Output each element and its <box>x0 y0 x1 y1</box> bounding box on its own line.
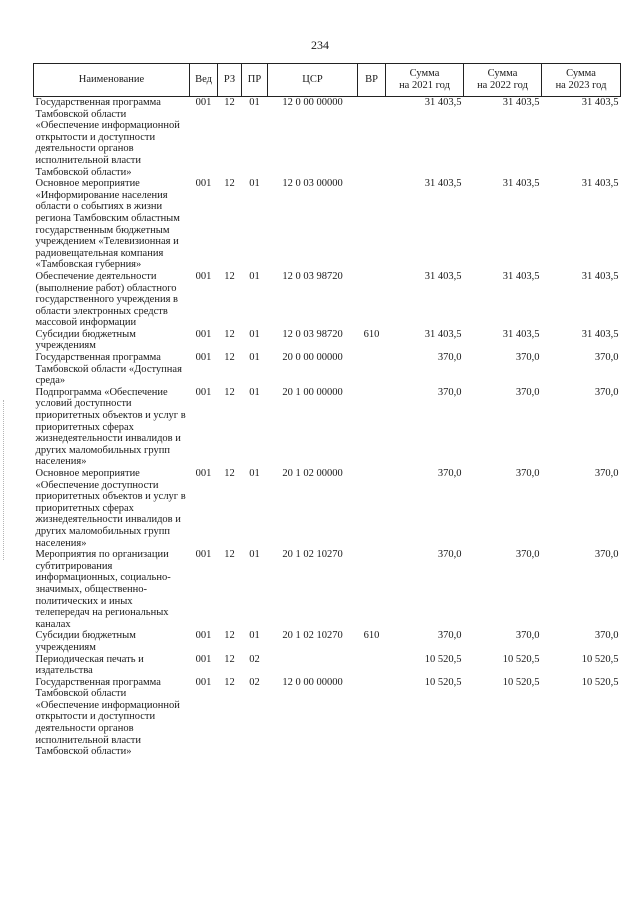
row-sum-2022: 10 520,5 <box>502 653 540 665</box>
row-csr <box>268 654 358 677</box>
row-rz: 12 <box>224 97 235 108</box>
row-rz: 12 <box>224 328 235 340</box>
row-sum-2021: 370,0 <box>437 352 462 364</box>
row-csr: 12 0 03 00000 <box>282 178 343 190</box>
header-sum-2023-line2: на 2023 год <box>555 80 607 91</box>
row-sum-2021: 370,0 <box>437 468 462 479</box>
row-pr: 01 <box>249 352 260 364</box>
table-row <box>34 630 621 653</box>
row-ved: 001 <box>195 549 212 561</box>
row-csr: 20 1 02 00000 <box>282 468 343 479</box>
table-row <box>34 468 621 549</box>
row-rz: 12 <box>224 270 235 282</box>
table-row <box>34 654 621 677</box>
row-vr <box>358 387 386 468</box>
row-vr <box>358 271 386 329</box>
row-rz: 12 <box>224 630 235 642</box>
row-rz: 12 <box>224 386 235 398</box>
row-vr <box>358 468 386 549</box>
row-sum-2023: 370,0 <box>594 549 619 561</box>
row-sum-2022: 370,0 <box>515 549 540 561</box>
row-pr: 01 <box>249 97 260 108</box>
table-row <box>34 271 621 329</box>
header-sum-2021-line1: Сумма <box>409 68 440 79</box>
row-pr: 01 <box>249 328 260 340</box>
row-rz: 12 <box>224 352 235 364</box>
row-rz: 12 <box>224 549 235 561</box>
row-ved: 001 <box>195 270 212 282</box>
row-ved: 001 <box>195 386 212 398</box>
row-pr: 01 <box>249 270 260 282</box>
row-ved: 001 <box>195 352 212 364</box>
row-sum-2021: 10 520,5 <box>424 653 462 665</box>
header-sum-2023 <box>542 64 621 97</box>
row-sum-2021: 31 403,5 <box>424 97 462 108</box>
row-pr: 02 <box>249 653 260 665</box>
table-row <box>34 677 621 758</box>
row-vr: 610 <box>363 630 380 642</box>
row-vr <box>358 677 386 758</box>
row-name: Подпрограмма «Обеспечение условий доступности приоритетных объектов и услуг в приоритетных сферах жизнедеятельности инвалидов и других маломобильных групп населения» <box>35 386 186 468</box>
row-name: Мероприятия по организации субтитрирования информационных, социально-значимых, общественно-политических и иных телепередач на региональных каналах <box>35 549 171 630</box>
binding-margin-mark <box>3 400 7 560</box>
row-sum-2022: 31 403,5 <box>502 270 540 282</box>
row-sum-2021: 31 403,5 <box>424 270 462 282</box>
header-name: Наименование <box>34 64 190 97</box>
row-sum-2022: 31 403,5 <box>502 178 540 190</box>
row-sum-2023: 10 520,5 <box>581 676 619 688</box>
header-sum-2021 <box>386 64 464 97</box>
row-rz: 12 <box>224 676 235 688</box>
table-row <box>34 387 621 468</box>
row-sum-2023: 370,0 <box>594 352 619 364</box>
row-vr <box>358 549 386 630</box>
row-sum-2021: 370,0 <box>437 630 462 642</box>
row-vr <box>358 352 386 387</box>
row-name: Основное мероприятие «Обеспечение доступности приоритетных объектов и услуг в приоритетных сферах жизнедеятельности инвалидов и других маломобильных групп населения» <box>35 468 186 549</box>
row-name: Субсидии бюджетным учреждениям <box>35 328 136 352</box>
row-name: Государственная программа Тамбовской области «Обеспечение информационной открытости и доступности деятельности органов исполнительной власти Тамбовской области» <box>35 676 180 758</box>
row-pr: 01 <box>249 386 260 398</box>
row-ved: 001 <box>195 676 212 688</box>
row-sum-2023: 31 403,5 <box>581 328 619 340</box>
page-number: 234 <box>311 38 329 52</box>
row-sum-2022: 370,0 <box>515 386 540 398</box>
header-sum-2022 <box>464 64 542 97</box>
header-csr: ЦСР <box>268 64 358 97</box>
row-sum-2023: 31 403,5 <box>581 97 619 108</box>
header-rz: РЗ <box>218 64 242 97</box>
row-vr: 610 <box>363 328 380 340</box>
row-csr: 20 1 00 00000 <box>282 386 343 398</box>
header-sum-2023-line1: Сумма <box>566 68 596 79</box>
table-row <box>34 97 621 179</box>
row-pr: 01 <box>249 630 260 642</box>
table-row <box>34 178 621 271</box>
row-sum-2023: 370,0 <box>594 630 619 642</box>
row-name: Государственная программа Тамбовской области «Обеспечение информационной открытости и доступности деятельности органов исполнительной власти Тамбовской области» <box>35 97 180 178</box>
row-sum-2021: 370,0 <box>437 386 462 398</box>
row-rz: 12 <box>224 468 235 479</box>
row-rz: 12 <box>224 653 235 665</box>
row-sum-2021: 370,0 <box>437 549 462 561</box>
row-sum-2023: 10 520,5 <box>581 653 619 665</box>
row-sum-2022: 31 403,5 <box>502 97 540 108</box>
row-name: Обеспечение деятельности (выполнение работ) областного государственного учреждения в области электронных средств массовой информации <box>35 270 178 329</box>
row-ved: 001 <box>195 468 212 479</box>
row-rz: 12 <box>224 178 235 190</box>
budget-table <box>33 63 621 758</box>
row-pr: 01 <box>249 468 260 479</box>
row-csr: 12 0 00 00000 <box>282 97 343 108</box>
row-sum-2021: 31 403,5 <box>424 178 462 190</box>
row-sum-2022: 370,0 <box>515 352 540 364</box>
row-sum-2022: 370,0 <box>515 468 540 479</box>
row-vr <box>358 97 386 179</box>
row-ved: 001 <box>195 97 212 108</box>
row-csr: 20 1 02 10270 <box>282 549 343 561</box>
header-ved: Вед <box>190 64 218 97</box>
header-sum-2021-line2: на 2021 год <box>399 80 450 91</box>
row-csr: 12 0 03 98720 <box>282 328 343 340</box>
header-sum-2022-line2: на 2022 год <box>477 80 528 91</box>
row-name: Государственная программа Тамбовской области «Доступная среда» <box>35 352 182 387</box>
row-sum-2023: 370,0 <box>594 386 619 398</box>
row-sum-2021: 31 403,5 <box>424 328 462 340</box>
row-sum-2023: 31 403,5 <box>581 270 619 282</box>
row-csr: 20 0 00 00000 <box>282 352 343 364</box>
row-name: Субсидии бюджетным учреждениям <box>35 630 136 653</box>
table-row <box>34 549 621 630</box>
row-sum-2022: 31 403,5 <box>502 328 540 340</box>
header-pr: ПР <box>242 64 268 97</box>
row-csr: 12 0 00 00000 <box>282 676 343 688</box>
row-vr <box>358 178 386 271</box>
row-name: Периодическая печать и издательства <box>35 653 144 677</box>
header-vr: ВР <box>358 64 386 97</box>
row-ved: 001 <box>195 653 212 665</box>
header-sum-2022-line1: Сумма <box>487 68 518 79</box>
row-sum-2023: 31 403,5 <box>581 178 619 190</box>
table-row <box>34 329 621 352</box>
row-vr <box>358 654 386 677</box>
row-ved: 001 <box>195 178 212 190</box>
row-sum-2021: 10 520,5 <box>424 676 462 688</box>
row-sum-2022: 370,0 <box>515 630 540 642</box>
table-header-row <box>34 64 621 97</box>
row-name: Основное мероприятие «Информирование населения области о событиях в жизни региона Тамбовским областным государственным бюджетным учреждением «Телевизионная и радиовещательная компания «Тамбовская губерния» <box>35 178 180 271</box>
row-csr: 12 0 03 98720 <box>282 270 343 282</box>
row-pr: 01 <box>249 178 260 190</box>
row-sum-2022: 10 520,5 <box>502 676 540 688</box>
row-csr: 20 1 02 10270 <box>282 630 343 642</box>
row-sum-2023: 370,0 <box>594 468 619 479</box>
row-ved: 001 <box>195 630 212 642</box>
row-ved: 001 <box>195 328 212 340</box>
row-pr: 01 <box>249 549 260 561</box>
row-pr: 02 <box>249 676 260 688</box>
table-row <box>34 352 621 387</box>
